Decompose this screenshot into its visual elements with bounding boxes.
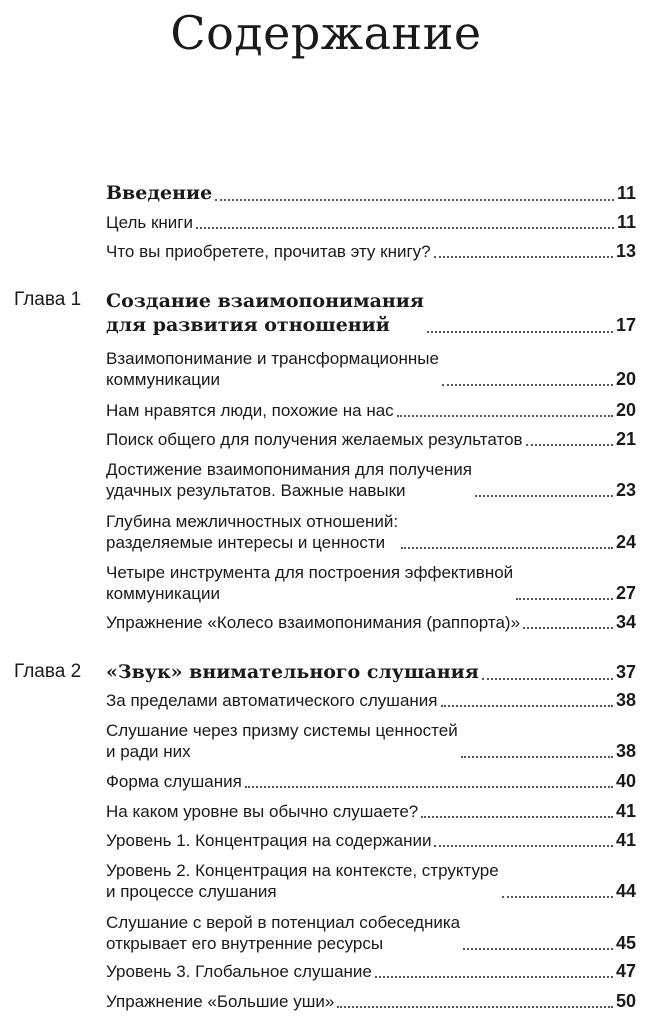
chapter-label: Глава 1 [14,289,82,310]
toc-entry-title: На каком уровне вы обычно слушаете? [106,802,419,821]
toc-entry-intro[interactable] [106,181,636,205]
toc-entry-title: Введение [106,182,213,204]
toc-page-number: 34 [615,612,636,632]
toc-entry-title: За пределами автоматического слушания [106,691,438,710]
dot-leader [461,756,613,758]
dot-leader [463,948,613,950]
toc-entry-title: Что вы приобретете, прочитав эту книгу? [106,242,431,261]
toc-entry[interactable] [106,612,636,633]
dot-leader [245,786,613,788]
toc-page-number: 20 [615,400,636,420]
page-title: Содержание [170,6,482,60]
toc-line: Слушание с верой в потенциал собеседника [106,913,461,932]
toc-page-number: 38 [615,690,636,710]
dot-leader [523,627,613,629]
toc-entry[interactable] [106,241,636,262]
toc-page-number: 20 [615,369,636,389]
dot-leader [441,705,613,707]
dot-leader [434,845,612,847]
toc-entry-title [106,348,439,390]
toc-line: разделяемые интересы и ценности [106,533,386,552]
dot-leader [427,331,613,333]
dot-leader [526,444,613,446]
toc-page-number: 47 [615,961,636,981]
dot-leader [442,384,613,386]
dot-leader [401,547,613,549]
dot-leader [502,896,613,898]
toc-entry[interactable] [106,348,636,390]
toc-page-number: 24 [615,532,636,552]
toc-entry[interactable] [106,771,636,792]
toc-entry-title: Цель книги [106,213,193,232]
toc-entry-title: Уровень 3. Глобальное слушание [106,962,372,981]
toc-entry[interactable] [106,801,636,822]
toc-line: Слушание через призму системы ценностей [106,721,458,740]
dot-leader [482,678,613,680]
toc-line: удачных результатов. Важные навыки [106,481,406,500]
chapter-title-line2: для развития отношений [106,314,390,336]
toc-entry[interactable] [106,400,636,421]
toc-entry-title: Нам нравятся люди, похожие на нас [106,401,394,420]
dot-leader [475,495,613,497]
dot-leader [215,199,614,201]
toc-entry-chapter2[interactable] [106,660,636,684]
toc-line: и ради них [106,742,191,761]
toc-page-number: 45 [615,933,636,953]
toc-page-number: 41 [615,830,636,850]
toc-line: открывает его внутренние ресурсы [106,934,384,953]
toc-entry-title: Форма слушания [106,772,242,791]
chapter-label: Глава 2 [14,661,82,682]
toc-entry-title [106,562,513,604]
toc-page-number: 41 [615,801,636,821]
toc-page-number: 37 [615,662,636,682]
toc-entry-chapter1[interactable] [106,289,636,337]
toc-page-number: 50 [615,991,636,1011]
toc-entry[interactable] [106,860,636,902]
dot-leader [196,227,614,229]
toc-page-number: 38 [615,741,636,761]
toc-page-number: 17 [615,315,636,335]
toc-entry-title: Уровень 1. Концентрация на содержании [106,831,432,850]
dot-leader [397,415,613,417]
toc-entry-title [106,459,472,501]
toc-page-number: 23 [615,480,636,500]
toc-entry-title: Упражнение «Колесо взаимопонимания (раппорта)» [106,613,521,632]
toc-entry[interactable] [106,830,636,851]
toc-entry-title [106,511,398,553]
toc-entry-title [106,289,424,337]
toc-line: и процессе слушания [106,882,277,901]
toc-line: коммуникации [106,370,221,389]
dot-leader [516,598,613,600]
dot-leader [375,976,613,978]
toc-entry[interactable] [106,511,636,553]
toc-line: Глубина межличностных отношений: [106,512,399,531]
chapter-title-line1: Создание взаимопонимания [106,290,424,312]
toc-entry-title: Упражнение «Большие уши» [106,992,335,1011]
toc-entry[interactable] [106,991,636,1012]
toc-entry-title [106,720,458,762]
dot-leader [421,816,613,818]
toc-page-number: 44 [615,881,636,901]
toc-line: Достижение взаимопонимания для получения [106,460,472,479]
toc-entry[interactable] [106,720,636,762]
toc-page-number: 40 [615,771,636,791]
toc-page-number: 13 [615,241,636,261]
toc-entry-title [106,912,460,954]
toc-entry[interactable] [106,429,636,450]
toc-line: коммуникации [106,584,221,603]
toc-entry[interactable] [106,459,636,501]
toc-entry-title: Поиск общего для получения желаемых результатов [106,430,523,449]
toc-entry-title [106,860,499,902]
toc-entry[interactable] [106,212,636,233]
toc-page-number: 27 [615,583,636,603]
toc-entry[interactable] [106,562,636,604]
dot-leader [337,1006,613,1008]
toc-line: Четыре инструмента для построения эффективной [106,563,514,582]
toc-entry[interactable] [106,961,636,982]
toc-entry-title: «Звук» внимательного слушания [106,661,479,683]
toc-entry[interactable] [106,690,636,711]
toc-page-number: 11 [616,212,636,232]
dot-leader [434,256,613,258]
toc-entry[interactable] [106,912,636,954]
toc-line: Взаимопонимание и трансформационные [106,349,439,368]
toc-page-number: 11 [616,183,636,203]
toc-page-number: 21 [615,429,636,449]
toc-line: Уровень 2. Концентрация на контексте, структуре [106,861,499,880]
